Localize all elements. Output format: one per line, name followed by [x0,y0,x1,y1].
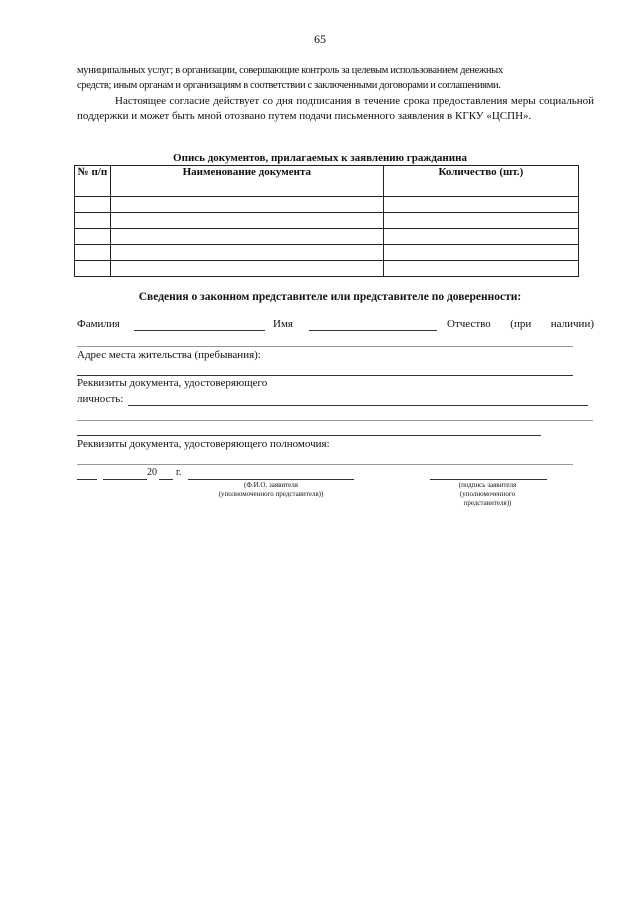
cell[interactable] [110,261,383,277]
inventory-title: Опись документов, прилагаемых к заявлению гражданина [173,152,467,164]
authority-document-field[interactable] [77,464,573,465]
surname-label: Фамилия [77,318,120,330]
surname-field[interactable] [134,330,265,331]
inventory-table [74,165,579,277]
cell[interactable] [110,245,383,261]
header-document-name: Наименование документа [110,166,383,197]
id-document-field-3[interactable] [77,435,541,436]
year-suffix: г. [176,467,182,478]
address-field[interactable] [77,375,573,376]
header-quantity: Количество (шт.) [383,166,578,197]
intro-line-1: муниципальных услуг; в организации, совершающие контроль за целевым использованием денежных [77,65,503,76]
date-month-field[interactable] [103,479,147,480]
authority-document-label: Реквизиты документа, удостоверяющего полномочия: [77,438,330,450]
table-row [75,229,579,245]
representative-title: Сведения о законном представителе или представителе по доверенности: [138,291,522,303]
consent-paragraph: Настоящее согласие действует со дня подписания в течение срока предоставления меры социальной поддержки и может быть мной отозвано путем подачи письменного заявления в КГКУ «ЦСПН». [77,95,594,122]
id-document-field[interactable] [128,405,588,406]
cell[interactable] [383,213,578,229]
fio-caption-1: (Ф.И.О. заявителя [244,481,298,489]
address-label: Адрес места жительства (пребывания): [77,349,261,361]
cell[interactable] [110,197,383,213]
table-row [75,213,579,229]
page-number: 65 [314,32,326,46]
signature-caption-2: (уполномоченного [459,490,516,498]
date-year-field[interactable] [159,479,173,480]
intro-line-2: средств; иным органам и организациям в соответствии с заключенными договорами и соглашениями. [77,80,501,91]
id-document-label: Реквизиты документа, удостоверяющего [77,377,268,389]
year-prefix: 20 [147,467,157,478]
signature-field[interactable] [430,479,547,480]
name-continuation-line[interactable] [77,346,573,347]
cell[interactable] [75,245,111,261]
cell[interactable] [75,213,111,229]
signature-caption-3: представителя)) [463,499,512,507]
header-number: № п/п [75,166,111,197]
patronymic-label: Отчество (при наличии) [447,318,594,330]
cell[interactable] [110,213,383,229]
cell[interactable] [75,197,111,213]
name-label: Имя [273,318,293,330]
cell[interactable] [75,261,111,277]
table-row [75,245,579,261]
cell[interactable] [383,197,578,213]
name-field[interactable] [309,330,437,331]
date-day-field[interactable] [77,479,97,480]
cell[interactable] [383,229,578,245]
cell[interactable] [110,229,383,245]
cell[interactable] [383,261,578,277]
fio-caption-2: (уполномоченного представителя)) [218,490,324,498]
table-row [75,197,579,213]
cell[interactable] [75,229,111,245]
table-row [75,261,579,277]
id-document-field-2[interactable] [77,420,593,421]
id-document-label-2: личность: [77,393,124,405]
fio-field[interactable] [188,479,354,480]
table-header-row [75,166,579,197]
cell[interactable] [383,245,578,261]
signature-caption-1: (подпись заявителя [458,481,517,489]
